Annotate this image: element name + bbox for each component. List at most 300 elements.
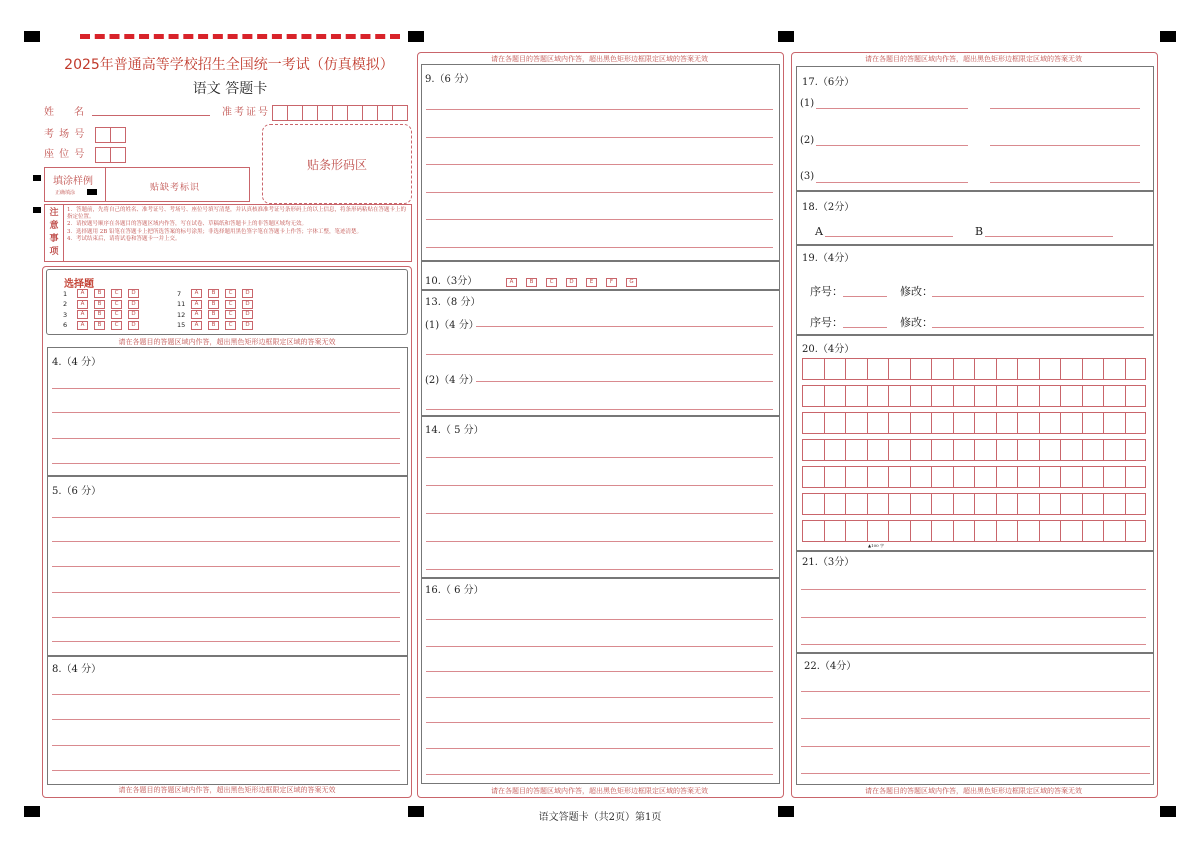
grid-cell[interactable] [888, 439, 911, 461]
area-warning: 请在各题目的答题区域内作答，超出黑色矩形边框限定区域的答案无效 [491, 787, 708, 795]
grid-cell[interactable] [974, 412, 997, 434]
grid-cell[interactable] [824, 358, 847, 380]
grid-cell[interactable] [1125, 412, 1147, 434]
q19-fix-label: 修改： [900, 285, 933, 298]
q9-label: 9.（6 分） [425, 74, 475, 85]
choice-box [46, 269, 408, 335]
grid-cell[interactable] [888, 358, 911, 380]
grid-cell[interactable] [845, 466, 868, 488]
q16-label: 16.（ 6 分） [425, 585, 484, 596]
grid-cell[interactable] [845, 358, 868, 380]
area-warning: 请在各题目的答题区域内作答，超出黑色矩形边框限定区域的答案无效 [865, 787, 1082, 795]
grid-cell[interactable] [910, 520, 933, 542]
barcode-area[interactable] [262, 124, 412, 204]
q10-option-bubble[interactable]: A [506, 278, 517, 287]
grid-cell[interactable] [974, 385, 997, 407]
answer-line[interactable] [426, 247, 773, 248]
grid-cell[interactable] [867, 385, 890, 407]
page-footer: 语文答题卡（共2页）第1页 [538, 812, 662, 823]
choice-bubble[interactable]: A [191, 321, 202, 330]
answer-line[interactable] [52, 641, 400, 642]
q14-area [421, 415, 780, 579]
choice-number: 2 [63, 300, 68, 308]
choice-bubble[interactable]: A [191, 300, 202, 309]
choice-bubble[interactable]: B [208, 300, 219, 309]
grid-cell[interactable] [824, 385, 847, 407]
grid-cell[interactable] [1017, 385, 1040, 407]
grid-cell[interactable] [867, 439, 890, 461]
choice-bubble[interactable]: D [242, 300, 253, 309]
choice-bubble[interactable]: A [77, 300, 88, 309]
answer-line[interactable] [426, 109, 773, 110]
grid-cell[interactable] [824, 493, 847, 515]
q13-label: 13.（8 分） [425, 297, 481, 308]
choice-row [177, 310, 259, 321]
side-mark [33, 207, 41, 213]
area-warning: 请在各题目的答题区域内作答，超出黑色矩形边框限定区域的答案无效 [118, 786, 336, 794]
answer-line[interactable] [426, 164, 773, 165]
choice-bubble[interactable]: B [208, 289, 219, 298]
answer-line[interactable] [426, 569, 773, 570]
answer-line[interactable] [426, 192, 773, 193]
grid-cell[interactable] [996, 466, 1019, 488]
grid-cell[interactable] [1125, 439, 1147, 461]
choice-bubble[interactable]: A [191, 289, 202, 298]
name-field[interactable] [92, 115, 210, 116]
grid-cell[interactable] [1039, 466, 1062, 488]
grid-cell[interactable] [1060, 439, 1083, 461]
grid-cell[interactable] [1082, 493, 1105, 515]
choice-number: 7 [177, 289, 182, 298]
answer-line[interactable] [52, 617, 400, 618]
room-label: 考 场 号 [44, 129, 86, 140]
side-mark [33, 175, 41, 181]
grid-cell[interactable] [888, 493, 911, 515]
grid-cell[interactable] [1103, 385, 1126, 407]
choice-row [177, 321, 259, 332]
correct-fill-label: 正确填涂 [55, 190, 76, 196]
choice-bubble[interactable]: C [111, 321, 122, 330]
q19-index-label: 序号： [810, 316, 843, 329]
choice-bubble[interactable]: B [208, 310, 219, 319]
choice-bubble[interactable]: B [208, 321, 219, 330]
grid-cell[interactable] [910, 385, 933, 407]
answer-line[interactable] [426, 513, 773, 514]
grid-cell[interactable] [996, 385, 1019, 407]
q5-label: 5.（6 分） [52, 486, 102, 497]
room-boxes[interactable] [95, 124, 125, 143]
name-label: 姓 名 [44, 107, 84, 118]
grid-cell[interactable] [1103, 358, 1126, 380]
answer-line[interactable] [52, 566, 400, 567]
choice-row [177, 300, 259, 311]
grid-cell[interactable] [996, 412, 1019, 434]
area-warning: 请在各题目的答题区域内作答，超出黑色矩形边框限定区域的答案无效 [865, 55, 1082, 63]
fill-example-title: 填涂样例 [53, 176, 93, 187]
grid-cell[interactable] [974, 466, 997, 488]
grid-cell[interactable] [867, 466, 890, 488]
choice-bubble[interactable]: C [225, 310, 236, 319]
choice-bubble[interactable]: B [94, 310, 105, 319]
choice-bubble[interactable]: C [111, 310, 122, 319]
answer-line[interactable] [801, 773, 1150, 774]
answer-line[interactable] [816, 108, 968, 109]
grid-cell[interactable] [1039, 385, 1062, 407]
grid-cell[interactable] [802, 412, 825, 434]
answer-line[interactable] [426, 485, 773, 486]
grid-cell[interactable] [974, 358, 997, 380]
q10-option-bubble[interactable]: D [566, 278, 577, 287]
choice-bubble[interactable]: D [128, 300, 139, 309]
choice-bubble[interactable]: D [242, 289, 253, 298]
grid-cell[interactable] [974, 520, 997, 542]
grid-cell[interactable] [1103, 412, 1126, 434]
answer-line[interactable] [426, 219, 773, 220]
answer-line[interactable] [52, 517, 400, 518]
grid-cell[interactable] [910, 439, 933, 461]
registration-mark [24, 31, 40, 42]
notes-list [67, 207, 407, 243]
choice-row [63, 300, 145, 311]
grid-cell[interactable] [1125, 385, 1147, 407]
choice-row [63, 310, 145, 321]
grid-cell[interactable] [1103, 520, 1126, 542]
grid-cell[interactable] [931, 439, 954, 461]
choice-bubble[interactable]: D [242, 321, 253, 330]
choice-bubble[interactable]: D [128, 321, 139, 330]
answer-line[interactable] [426, 774, 773, 775]
grid-cell[interactable] [931, 520, 954, 542]
answer-line[interactable] [990, 182, 1140, 183]
choice-row [177, 289, 259, 300]
grid-cell[interactable] [824, 520, 847, 542]
grid-cell[interactable] [953, 385, 976, 407]
choice-bubble[interactable]: B [94, 321, 105, 330]
grid-cell[interactable] [974, 493, 997, 515]
grid-cell[interactable] [1125, 466, 1147, 488]
registration-mark [408, 806, 424, 817]
registration-mark [1160, 31, 1176, 42]
fill-example-box [44, 167, 250, 202]
registration-mark [1160, 806, 1176, 817]
barcode-label: 贴条形码区 [306, 157, 367, 172]
grid-cell[interactable] [867, 493, 890, 515]
grid-cell[interactable] [1039, 493, 1062, 515]
choice-number: 3 [63, 310, 68, 319]
grid-cell[interactable] [1039, 520, 1062, 542]
grid-cell[interactable] [802, 439, 825, 461]
choice-bubble[interactable]: D [128, 289, 139, 298]
choice-bubble[interactable]: B [94, 300, 105, 309]
choice-bubble[interactable]: A [77, 289, 88, 298]
grid-cell[interactable] [802, 466, 825, 488]
grid-cell[interactable] [1017, 412, 1040, 434]
grid-cell[interactable] [1060, 385, 1083, 407]
answer-line[interactable] [801, 589, 1146, 590]
choice-bubble[interactable]: A [77, 321, 88, 330]
dashed-header-bar [80, 34, 400, 39]
answer-line[interactable] [825, 236, 953, 237]
grid-cell[interactable] [802, 358, 825, 380]
choice-bubble[interactable]: A [77, 310, 88, 319]
answer-line[interactable] [426, 619, 773, 620]
choice-bubble[interactable]: C [111, 300, 122, 309]
absent-sticker-label: 贴缺考标识 [150, 183, 201, 193]
note-item: 1．答题前，先将自己的姓名、准考证号、考场号、座位号填写清楚，并认真核准准考证号条形码上的以上信息，将条形码粘贴在答题卡上的指定位置。 [67, 207, 407, 221]
q8-label: 8.（4 分） [52, 664, 102, 675]
answer-line[interactable] [801, 644, 1146, 645]
q20-writing-grid[interactable] [802, 358, 1146, 541]
answer-line[interactable] [426, 457, 773, 458]
q16-area [421, 577, 780, 784]
q10-option-bubble[interactable]: F [606, 278, 617, 287]
grid-cell[interactable] [953, 466, 976, 488]
grid-cell[interactable] [1017, 358, 1040, 380]
grid-cell[interactable] [910, 466, 933, 488]
grid-cell[interactable] [1060, 466, 1083, 488]
grid-cell[interactable] [1017, 466, 1040, 488]
grid-cell[interactable] [867, 520, 890, 542]
q17-1-label: (1) [800, 98, 815, 109]
grid-cell[interactable] [1017, 520, 1040, 542]
answer-line[interactable] [801, 746, 1150, 747]
answer-line[interactable] [426, 697, 773, 698]
grid-cell[interactable] [996, 520, 1019, 542]
grid-cell[interactable] [931, 466, 954, 488]
q20-label: 20.（4分） [802, 344, 855, 355]
answer-line[interactable] [52, 463, 400, 464]
grid-cell[interactable] [867, 412, 890, 434]
grid-cell[interactable] [996, 493, 1019, 515]
q18-a-label: A [815, 225, 823, 238]
grid-cell[interactable] [1125, 358, 1147, 380]
choice-bubble[interactable]: D [242, 310, 253, 319]
grid-cell[interactable] [802, 493, 825, 515]
answer-line[interactable] [426, 137, 773, 138]
grid-cell[interactable] [845, 520, 868, 542]
seat-boxes[interactable] [95, 144, 125, 163]
grid-cell[interactable] [953, 412, 976, 434]
choice-number: 1 [63, 289, 68, 298]
page-title: 2025年普通高等学校招生全国统一考试（仿真模拟） [64, 57, 394, 73]
grid-cell[interactable] [996, 358, 1019, 380]
q4-label: 4.（4 分） [52, 357, 102, 368]
grid-cell[interactable] [888, 412, 911, 434]
grid-cell[interactable] [1082, 466, 1105, 488]
answer-line[interactable] [476, 381, 773, 382]
grid-cell[interactable] [845, 385, 868, 407]
answer-line[interactable] [816, 145, 968, 146]
grid-cell[interactable] [953, 520, 976, 542]
grid-cell[interactable] [1060, 358, 1083, 380]
q22-label: 22.（4分） [804, 661, 857, 672]
note-item: 3．选择题用 2B 铅笔在答题卡上把所选答案的标号涂黑；非选择题用黑色签字笔在答题卡上作答；字体工整，笔迹清楚。 [67, 228, 363, 235]
choice-row [63, 289, 145, 300]
grid-cell[interactable] [1125, 493, 1147, 515]
answer-line[interactable] [52, 592, 400, 593]
grid-cell[interactable] [1060, 412, 1083, 434]
answer-line[interactable] [426, 646, 773, 647]
choice-bubble[interactable]: B [94, 289, 105, 298]
registration-mark [778, 31, 794, 42]
correct-fill-mark [87, 189, 97, 195]
grid-cell[interactable] [1103, 466, 1126, 488]
grid-cell[interactable] [824, 412, 847, 434]
answer-line[interactable] [426, 748, 773, 749]
grid-cell[interactable] [910, 358, 933, 380]
grid-cell[interactable] [802, 520, 825, 542]
grid-cell[interactable] [910, 493, 933, 515]
answer-line[interactable] [801, 691, 1150, 692]
grid-cell[interactable] [1082, 520, 1105, 542]
choice-bubble[interactable]: C [225, 321, 236, 330]
grid-cell[interactable] [910, 412, 933, 434]
choice-group-right [177, 289, 259, 331]
grid-cell[interactable] [931, 493, 954, 515]
q19-label: 19.（4分） [802, 253, 855, 264]
q20-count-mark: ▲100 字 [868, 543, 884, 548]
answer-line[interactable] [52, 719, 400, 720]
q9-area [421, 64, 780, 262]
choice-row [63, 321, 145, 332]
q18-b-label: B [975, 225, 984, 238]
answer-line[interactable] [52, 694, 400, 695]
grid-cell[interactable] [888, 520, 911, 542]
choice-bubble[interactable]: C [225, 289, 236, 298]
q10-option-bubble[interactable]: B [526, 278, 537, 287]
grid-cell[interactable] [1082, 412, 1105, 434]
q8-area [47, 655, 408, 785]
answer-line[interactable] [843, 327, 887, 328]
q13-1-label: (1)（4 分） [425, 320, 479, 331]
answer-line[interactable] [52, 438, 400, 439]
q10-option-bubble[interactable]: C [546, 278, 557, 287]
grid-cell[interactable] [1082, 385, 1105, 407]
answer-line[interactable] [52, 770, 400, 771]
choice-group-left [63, 289, 145, 331]
choice-number: 6 [63, 321, 68, 329]
q17-2-label: (2) [800, 135, 815, 146]
q14-label: 14.（ 5 分） [425, 425, 484, 436]
grid-cell[interactable] [931, 385, 954, 407]
answer-line[interactable] [426, 722, 773, 723]
note-item: 4．考试结束后，请将试卷和答题卡一并上交。 [67, 235, 181, 242]
q17-label: 17.（6分） [802, 77, 855, 88]
grid-cell[interactable] [931, 358, 954, 380]
grid-cell[interactable] [996, 439, 1019, 461]
q17-3-label: (3) [800, 171, 815, 182]
answer-line[interactable] [985, 236, 1113, 237]
grid-cell[interactable] [1060, 520, 1083, 542]
answer-line[interactable] [932, 327, 1144, 328]
answer-line[interactable] [426, 671, 773, 672]
grid-cell[interactable] [1082, 358, 1105, 380]
area-warning: 请在各题目的答题区域内作答，超出黑色矩形边框限定区域的答案无效 [118, 338, 336, 346]
answer-line[interactable] [990, 145, 1140, 146]
grid-cell[interactable] [974, 439, 997, 461]
grid-cell[interactable] [824, 466, 847, 488]
grid-cell[interactable] [953, 493, 976, 515]
answer-line[interactable] [801, 617, 1146, 618]
exam-no-label: 准考证号 [222, 107, 270, 118]
answer-line[interactable] [426, 409, 773, 410]
answer-line[interactable] [843, 296, 887, 297]
grid-cell[interactable] [802, 385, 825, 407]
grid-cell[interactable] [845, 439, 868, 461]
grid-cell[interactable] [888, 385, 911, 407]
answer-line[interactable] [52, 541, 400, 542]
q13-area [421, 289, 780, 417]
answer-line[interactable] [52, 745, 400, 746]
grid-cell[interactable] [1103, 439, 1126, 461]
choice-bubble[interactable]: C [225, 300, 236, 309]
answer-line[interactable] [801, 718, 1150, 719]
answer-line[interactable] [816, 182, 968, 183]
seat-label: 座 位 号 [44, 149, 86, 160]
answer-line[interactable] [426, 541, 773, 542]
grid-cell[interactable] [1039, 412, 1062, 434]
q10-option-bubble[interactable]: G [626, 278, 637, 287]
answer-line[interactable] [426, 354, 773, 355]
grid-cell[interactable] [1039, 358, 1062, 380]
area-warning: 请在各题目的答题区域内作答，超出黑色矩形边框限定区域的答案无效 [491, 55, 708, 63]
choice-bubble[interactable]: C [111, 289, 122, 298]
q13-2-label: (2)（4 分） [425, 375, 479, 386]
q18-label: 18.（2分） [802, 202, 855, 213]
grid-cell[interactable] [824, 439, 847, 461]
choice-number: 12 [177, 310, 186, 319]
q19-index-label: 序号： [810, 285, 843, 298]
notes-box [44, 204, 412, 262]
answer-line[interactable] [932, 296, 1144, 297]
q21-label: 21.（3分） [802, 557, 855, 568]
grid-cell[interactable] [1039, 439, 1062, 461]
grid-cell[interactable] [845, 412, 868, 434]
grid-cell[interactable] [845, 493, 868, 515]
registration-mark [24, 806, 40, 817]
notes-label: 注 意 事 项 [49, 208, 59, 257]
grid-cell[interactable] [1103, 493, 1126, 515]
choice-bubble[interactable]: A [191, 310, 202, 319]
answer-line[interactable] [990, 108, 1140, 109]
grid-cell[interactable] [1017, 493, 1040, 515]
registration-mark [408, 31, 424, 42]
grid-cell[interactable] [931, 412, 954, 434]
grid-cell[interactable] [1125, 520, 1147, 542]
choice-number: 15 [177, 321, 186, 329]
choice-bubble[interactable]: D [128, 310, 139, 319]
grid-cell[interactable] [888, 466, 911, 488]
grid-cell[interactable] [1017, 439, 1040, 461]
q10-option-bubble[interactable]: E [586, 278, 597, 287]
grid-cell[interactable] [953, 358, 976, 380]
answer-line[interactable] [52, 412, 400, 413]
note-item: 2．请按题号顺序在各题目的答题区域内作答，写在试卷、草稿纸和答题卡上的非答题区域均无效。 [67, 221, 308, 228]
grid-cell[interactable] [953, 439, 976, 461]
choice-number: 11 [177, 300, 186, 308]
page-subtitle: 语文 答题卡 [192, 81, 268, 97]
q19-fix-label: 修改： [900, 316, 933, 329]
grid-cell[interactable] [1082, 439, 1105, 461]
choice-title: 选择题 [64, 279, 94, 290]
grid-cell[interactable] [1060, 493, 1083, 515]
q10-label: 10.（3分） [425, 276, 478, 287]
registration-mark [778, 806, 794, 817]
answer-line[interactable] [52, 388, 400, 389]
exam-no-boxes[interactable] [272, 102, 407, 121]
grid-cell[interactable] [867, 358, 890, 380]
answer-line[interactable] [476, 326, 773, 327]
